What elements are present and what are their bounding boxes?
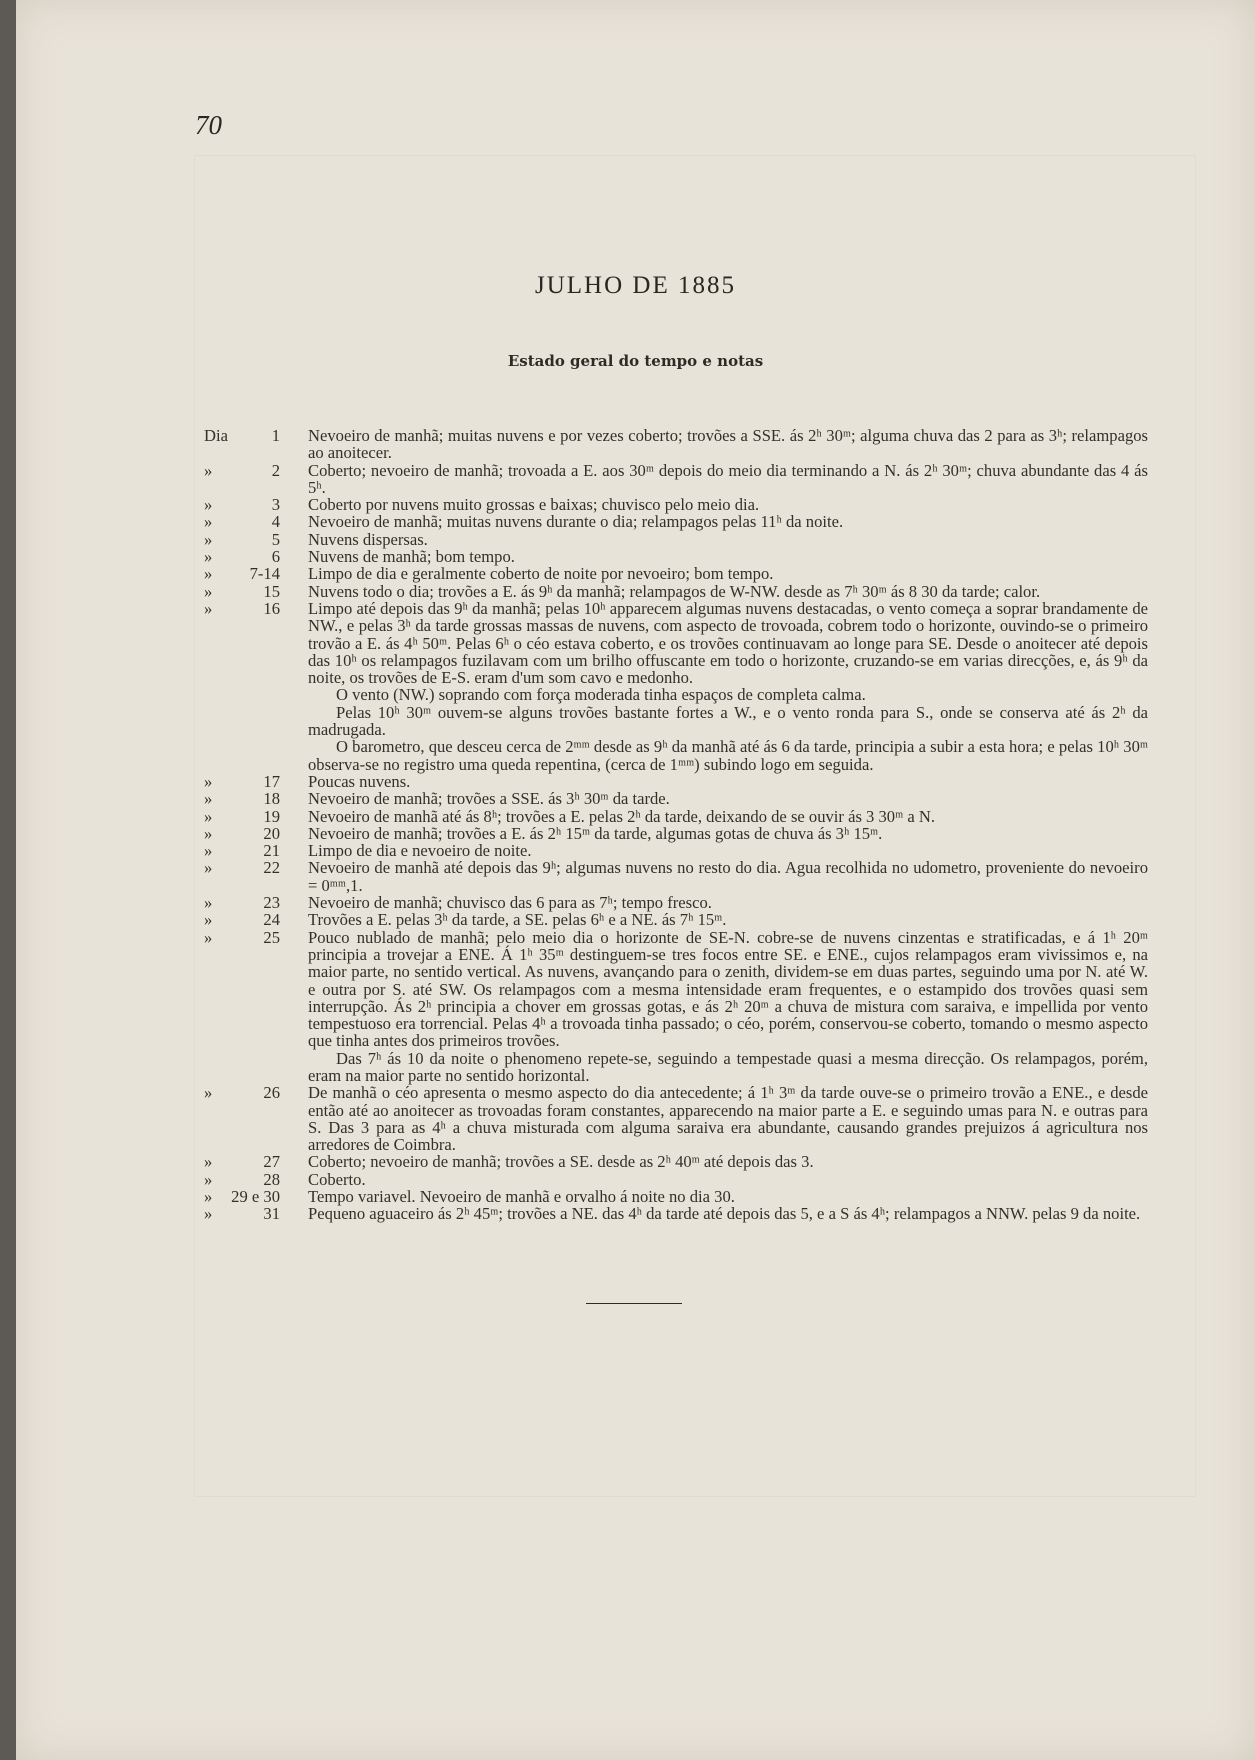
day-entry	[204, 462, 1148, 497]
day-label	[204, 1084, 308, 1153]
note-paragraph: Nevoeiro de manhã até depois das 9ʰ; algumas nuvens no resto do dia. Agua recolhida no udometro, proveniente do nevoeiro = 0ᵐᵐ,1.	[308, 858, 1148, 895]
day-mark: »	[204, 789, 213, 809]
day-mark: »	[204, 1152, 213, 1172]
day-entry	[204, 1153, 1148, 1170]
note-paragraph: Coberto.	[308, 1169, 366, 1189]
day-number: 29 e 30	[231, 1187, 280, 1207]
day-number: 27	[263, 1152, 280, 1172]
day-label	[204, 496, 308, 513]
day-mark: »	[204, 927, 213, 947]
day-mark: »	[204, 581, 213, 601]
day-entry	[204, 929, 1148, 1085]
day-number: 1	[271, 426, 280, 445]
day-label	[204, 859, 308, 894]
day-mark: »	[204, 529, 213, 549]
day-number: 24	[263, 910, 280, 930]
day-entry	[204, 1205, 1148, 1222]
day-number: 20	[263, 823, 280, 843]
day-notes	[308, 911, 1148, 928]
day-notes	[308, 427, 1148, 462]
day-notes	[308, 1084, 1148, 1153]
day-number: 7-14	[249, 564, 280, 584]
day-mark: »	[204, 512, 213, 532]
day-entry	[204, 808, 1148, 825]
note-paragraph: Nevoeiro de manhã; muitas nuvens durante o dia; relampagos pelas 11ʰ da noite.	[308, 512, 844, 532]
day-label	[204, 1188, 308, 1205]
day-mark: »	[204, 910, 213, 930]
day-number: 31	[263, 1204, 280, 1224]
day-mark: »	[204, 495, 213, 515]
note-paragraph: Nevoeiro de manhã; trovões a SSE. ás 3ʰ 30ᵐ da tarde.	[308, 789, 670, 809]
note-paragraph: De manhã o céo apresenta o mesmo aspecto do dia antecedente; á 1ʰ 3ᵐ da tarde ouve-se o primeiro trovão a ENE., e desde então até ao anoitecer as trovoadas foram constantes, apparecendo na maior parte a E. e seguindo umas para N. e outras para S. Das 3 para as 4ʰ a chuva misturada com alguma saraiva era abundante, causando grandes prejuizos á agricultura nos arredores de Coimbra.	[308, 1083, 1148, 1155]
note-paragraph: Nevoeiro de manhã; trovões a E. ás 2ʰ 15ᵐ da tarde, algumas gotas de chuva ás 3ʰ 15ᵐ.	[308, 823, 883, 843]
day-entry	[204, 773, 1148, 790]
note-paragraph: O vento (NW.) soprando com força moderada tinha espaços de completa calma.	[336, 685, 866, 705]
day-mark: »	[204, 858, 213, 878]
day-label	[204, 825, 308, 842]
day-number: 16	[263, 598, 280, 618]
day-number: 26	[263, 1083, 280, 1103]
day-number: 5	[271, 529, 280, 549]
note-paragraph: Limpo de dia e geralmente coberto de noite por nevoeiro; bom tempo.	[308, 564, 774, 584]
day-entry	[204, 548, 1148, 565]
day-mark: »	[204, 598, 213, 618]
day-entry	[204, 513, 1148, 530]
day-number: 15	[263, 581, 280, 601]
note-paragraph: Limpo até depois das 9ʰ da manhã; pelas 10ʰ apparecem algumas nuvens destacadas, o vento começa a soprar brandamente de NW., e pelas 3ʰ da tarde grossas massas de nuvens, com aspecto de trovoada, cobrem todo o horizonte, ouvindo-se o primeiro trovão a E. ás 4ʰ 50ᵐ. Pelas 6ʰ o céo estava coberto, e os trovões continuavam ao longe para SE. Desde o anoitecer até depois das 10ʰ os relampagos fuzilavam com um brilho offuscante em todo o horizonte, cruzando-se em varias direcções, e, ás 9ʰ da noite, os trovões de E-S. eram d'um som cavo e medonho.	[308, 598, 1148, 688]
day-entry	[204, 531, 1148, 548]
note-paragraph: Pouco nublado de manhã; pelo meio dia o horizonte de SE-N. cobre-se de nuvens cinzentas e stratificadas, e á 1ʰ 20ᵐ principia a trovejar a ENE. Á 1ʰ 35ᵐ destinguem-se tres focos entre SE. e ENE., cujos relampagos eram vivissimos e, na maior parte, no sentido vertical. As nuvens, avançando para o zenith, dividem-se em duas partes, seguindo uma por N. até W. e outra por S. até SW. Os relampagos com a mesma intensidade eram frequentes, e o estampido dos trovões quasi sem interrupção. Ás 2ʰ principia a chover em grossas gotas, e ás 2ʰ 20ᵐ a chuva de mistura com saraiva, e impellida por vento tempestuoso era torrencial. Pelas 4ʰ a trovoada tinha passado; o céo, porém, conservou-se coberto, tomando o mesmo aspecto que tinha antes dos primeiros trovões.	[308, 927, 1148, 1051]
day-number: 6	[271, 547, 280, 567]
day-entry	[204, 427, 1148, 462]
day-notes	[308, 531, 1148, 548]
note-paragraph: Nuvens de manhã; bom tempo.	[308, 547, 515, 567]
day-notes	[308, 462, 1148, 497]
day-label	[204, 1171, 308, 1188]
note-paragraph: Nuvens todo o dia; trovões a E. ás 9ʰ da manhã; relampagos de W-NW. desde as 7ʰ 30ᵐ ás 8 30 da tarde; calor.	[308, 581, 1041, 601]
day-notes	[308, 600, 1148, 773]
day-label	[204, 790, 308, 807]
note-paragraph: Coberto; nevoeiro de manhã; trovões a SE. desde as 2ʰ 40ᵐ até depois das 3.	[308, 1152, 814, 1172]
day-number: 19	[263, 806, 280, 826]
note-paragraph: Pelas 10ʰ 30ᵐ ouvem-se alguns trovões bastante fortes a W., e o vento ronda para S., onde se conserva até ás 2ʰ da madrugada.	[308, 702, 1148, 740]
day-notes	[308, 842, 1148, 859]
day-number: 4	[271, 512, 280, 532]
day-entry	[204, 565, 1148, 582]
day-label	[204, 894, 308, 911]
day-notes	[308, 1171, 1148, 1188]
note-paragraph: Nevoeiro de manhã até ás 8ʰ; trovões a E. pelas 2ʰ da tarde, deixando de se ouvir ás 3 30ᵐ a N.	[308, 806, 936, 826]
day-number: 21	[263, 841, 280, 861]
day-notes	[308, 929, 1148, 1085]
day-label	[204, 427, 308, 462]
day-notes	[308, 773, 1148, 790]
day-mark: »	[204, 460, 213, 480]
day-label	[204, 513, 308, 530]
note-paragraph: Tempo variavel. Nevoeiro de manhã e orvalho á noite no dia 30.	[308, 1187, 735, 1207]
day-mark: »	[204, 841, 213, 861]
day-mark: »	[204, 771, 213, 791]
day-mark: Dia	[204, 426, 228, 445]
day-entry	[204, 600, 1148, 773]
day-notes	[308, 1205, 1148, 1222]
day-mark: »	[204, 1187, 213, 1207]
day-entry	[204, 583, 1148, 600]
day-notes	[308, 1188, 1148, 1205]
day-entry	[204, 790, 1148, 807]
day-entry	[204, 825, 1148, 842]
section-title: Estado geral do tempo e notas	[507, 352, 764, 370]
day-mark: »	[204, 893, 213, 913]
day-label	[204, 531, 308, 548]
day-entry	[204, 859, 1148, 894]
note-paragraph: Nuvens dispersas.	[308, 529, 428, 549]
end-rule	[586, 1303, 682, 1304]
day-mark: »	[204, 823, 213, 843]
day-number: 17	[263, 771, 280, 791]
day-mark: »	[204, 1169, 213, 1189]
day-notes	[308, 825, 1148, 842]
page-title: JULHO DE 1885	[535, 272, 736, 299]
day-notes	[308, 859, 1148, 894]
day-label	[204, 808, 308, 825]
day-label	[204, 583, 308, 600]
day-label	[204, 1205, 308, 1222]
day-notes	[308, 790, 1148, 807]
day-label	[204, 548, 308, 565]
day-notes	[308, 583, 1148, 600]
note-paragraph: Limpo de dia e nevoeiro de noite.	[308, 841, 532, 861]
day-entry	[204, 842, 1148, 859]
day-entry	[204, 894, 1148, 911]
note-paragraph: Coberto; nevoeiro de manhã; trovoada a E. aos 30ᵐ depois do meio dia terminando a N. ás 2ʰ 30ᵐ; chuva abundante das 4 ás 5ʰ.	[308, 460, 1148, 497]
day-label	[204, 929, 308, 1085]
day-number: 23	[263, 893, 280, 913]
page-number: 70	[195, 110, 222, 140]
document-page	[16, 0, 1255, 1760]
note-paragraph: Poucas nuvens.	[308, 771, 411, 791]
day-number: 2	[271, 460, 280, 480]
note-paragraph: Nevoeiro de manhã; chuvisco das 6 para as 7ʰ; tempo fresco.	[308, 893, 712, 913]
day-entry	[204, 1084, 1148, 1153]
note-paragraph: Coberto por nuvens muito grossas e baixas; chuvisco pelo meio dia.	[308, 495, 760, 515]
day-notes	[308, 565, 1148, 582]
day-notes	[308, 808, 1148, 825]
day-entry	[204, 1188, 1148, 1205]
day-notes	[308, 513, 1148, 530]
day-number: 22	[263, 858, 280, 878]
day-number: 18	[263, 789, 280, 809]
day-mark: »	[204, 547, 213, 567]
day-label	[204, 773, 308, 790]
note-paragraph: Pequeno aguaceiro ás 2ʰ 45ᵐ; trovões a NE. das 4ʰ da tarde até depois das 5, e a S ás 4ʰ; relampagos a NNW. pelas 9 da noite.	[308, 1204, 1141, 1224]
day-label	[204, 911, 308, 928]
day-mark: »	[204, 1204, 213, 1224]
day-mark: »	[204, 1083, 213, 1103]
day-notes	[308, 894, 1148, 911]
day-label	[204, 600, 308, 773]
day-label	[204, 842, 308, 859]
day-notes	[308, 1153, 1148, 1170]
note-paragraph: O barometro, que desceu cerca de 2ᵐᵐ desde as 9ʰ da manhã até ás 6 da tarde, principia a subir a esta hora; e pelas 10ʰ 30ᵐ observa-se no registro uma queda repentina, (cerca de 1ᵐᵐ) subindo logo em seguida.	[308, 737, 1148, 774]
day-number: 28	[263, 1169, 280, 1189]
note-paragraph: Trovões a E. pelas 3ʰ da tarde, a SE. pelas 6ʰ e a NE. ás 7ʰ 15ᵐ.	[308, 910, 727, 930]
note-paragraph: Das 7ʰ ás 10 da noite o phenomeno repete-se, seguindo a tempestade quasi a mesma direcção. Os relampagos, porém, eram na maior parte no sentido horizontal.	[308, 1048, 1148, 1085]
day-label	[204, 1153, 308, 1170]
day-entry	[204, 1171, 1148, 1188]
day-number: 25	[263, 927, 280, 947]
day-entry	[204, 911, 1148, 928]
daily-notes-list	[204, 427, 1148, 1223]
day-entry	[204, 496, 1148, 513]
day-label	[204, 565, 308, 582]
day-mark: »	[204, 564, 213, 584]
day-notes	[308, 548, 1148, 565]
note-paragraph: Nevoeiro de manhã; muitas nuvens e por vezes coberto; trovões a SSE. ás 2ʰ 30ᵐ; alguma chuva das 2 para as 3ʰ; relampagos ao anoitecer.	[308, 426, 1148, 463]
day-number: 3	[271, 495, 280, 515]
day-label	[204, 462, 308, 497]
day-mark: »	[204, 806, 213, 826]
day-notes	[308, 496, 1148, 513]
